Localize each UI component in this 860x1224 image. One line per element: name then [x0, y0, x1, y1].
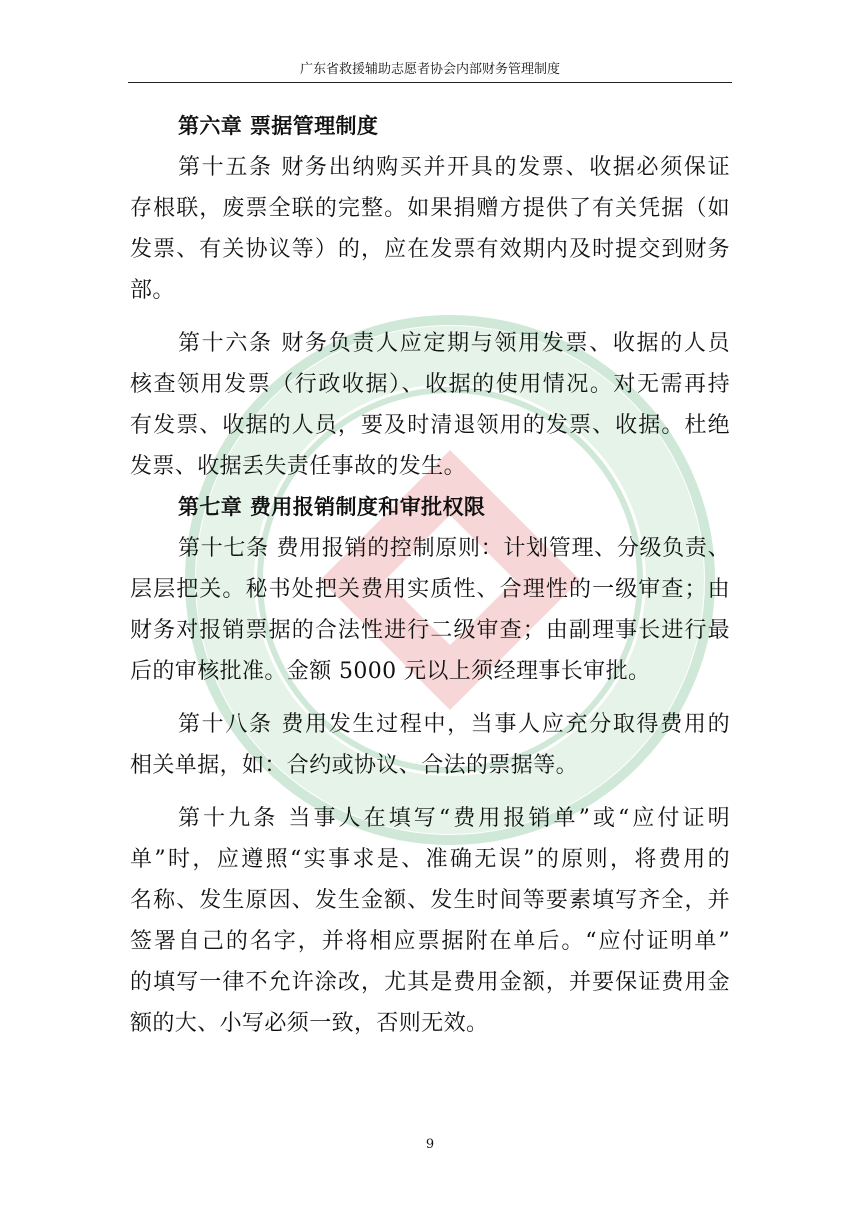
article-17	[130, 528, 730, 692]
paragraph-line: 财务对报销票据的合法性进行二级审查；由副理事长进行最	[130, 618, 730, 643]
paragraph-line: 核查领用发票（行政收据）、收据的使用情况。对无需再持	[130, 372, 730, 397]
article-18	[130, 704, 730, 786]
paragraph-line: 层层把关。秘书处把关费用实质性、合理性的一级审查；由	[130, 577, 730, 602]
paragraph-line: 发票、收据丢失责任事故的发生。	[130, 454, 467, 479]
paragraph-line: 有发票、收据的人员，要及时清退领用的发票、收据。杜绝	[130, 413, 730, 438]
paragraph-line: 后的审核批准。金额 5000 元以上须经理事长审批。	[130, 659, 651, 684]
paragraph-line: 部。	[130, 278, 175, 303]
paragraph-line: 第十九条 当事人在填写“费用报销单”或“应付证明	[178, 806, 730, 831]
chapter-7-title: 第七章 费用报销制度和审批权限	[178, 495, 486, 519]
paragraph-line: 的填写一律不允许涂改，尤其是费用金额，并要保证费用金	[130, 970, 730, 995]
paragraph-line: 发票、有关协议等）的，应在发票有效期内及时提交到财务	[130, 237, 730, 262]
paragraph-line: 第十五条 财务出纳购买并开具的发票、收据必须保证	[178, 155, 730, 180]
article-15	[130, 147, 730, 311]
document-body	[130, 106, 730, 1044]
paragraph-line: 签署自己的名字，并将相应票据附在单后。“应付证明单”	[130, 929, 730, 954]
paragraph-line: 存根联，废票全联的完整。如果捐赠方提供了有关凭据（如	[130, 196, 730, 221]
paragraph-line: 名称、发生原因、发生金额、发生时间等要素填写齐全，并	[130, 888, 730, 913]
page-number: 9	[425, 1137, 435, 1152]
paragraph-line: 第十六条 财务负责人应定期与领用发票、收据的人员	[178, 331, 730, 356]
article-19	[130, 798, 730, 1044]
paragraph-line: 第十八条 费用发生过程中，当事人应充分取得费用的	[178, 712, 730, 737]
page-header: 广东省救援辅助志愿者协会内部财务管理制度	[128, 60, 732, 83]
chapter-6-title: 第六章 票据管理制度	[178, 114, 379, 138]
paragraph-line: 单”时，应遵照“实事求是、准确无误”的原则，将费用的	[130, 847, 730, 872]
paragraph-line: 相关单据，如：合约或协议、合法的票据等。	[130, 753, 579, 778]
article-16	[130, 323, 730, 487]
paragraph-line: 第十七条 费用报销的控制原则：计划管理、分级负责、	[178, 536, 730, 561]
paragraph-line: 额的大、小写必须一致，否则无效。	[130, 1011, 489, 1036]
